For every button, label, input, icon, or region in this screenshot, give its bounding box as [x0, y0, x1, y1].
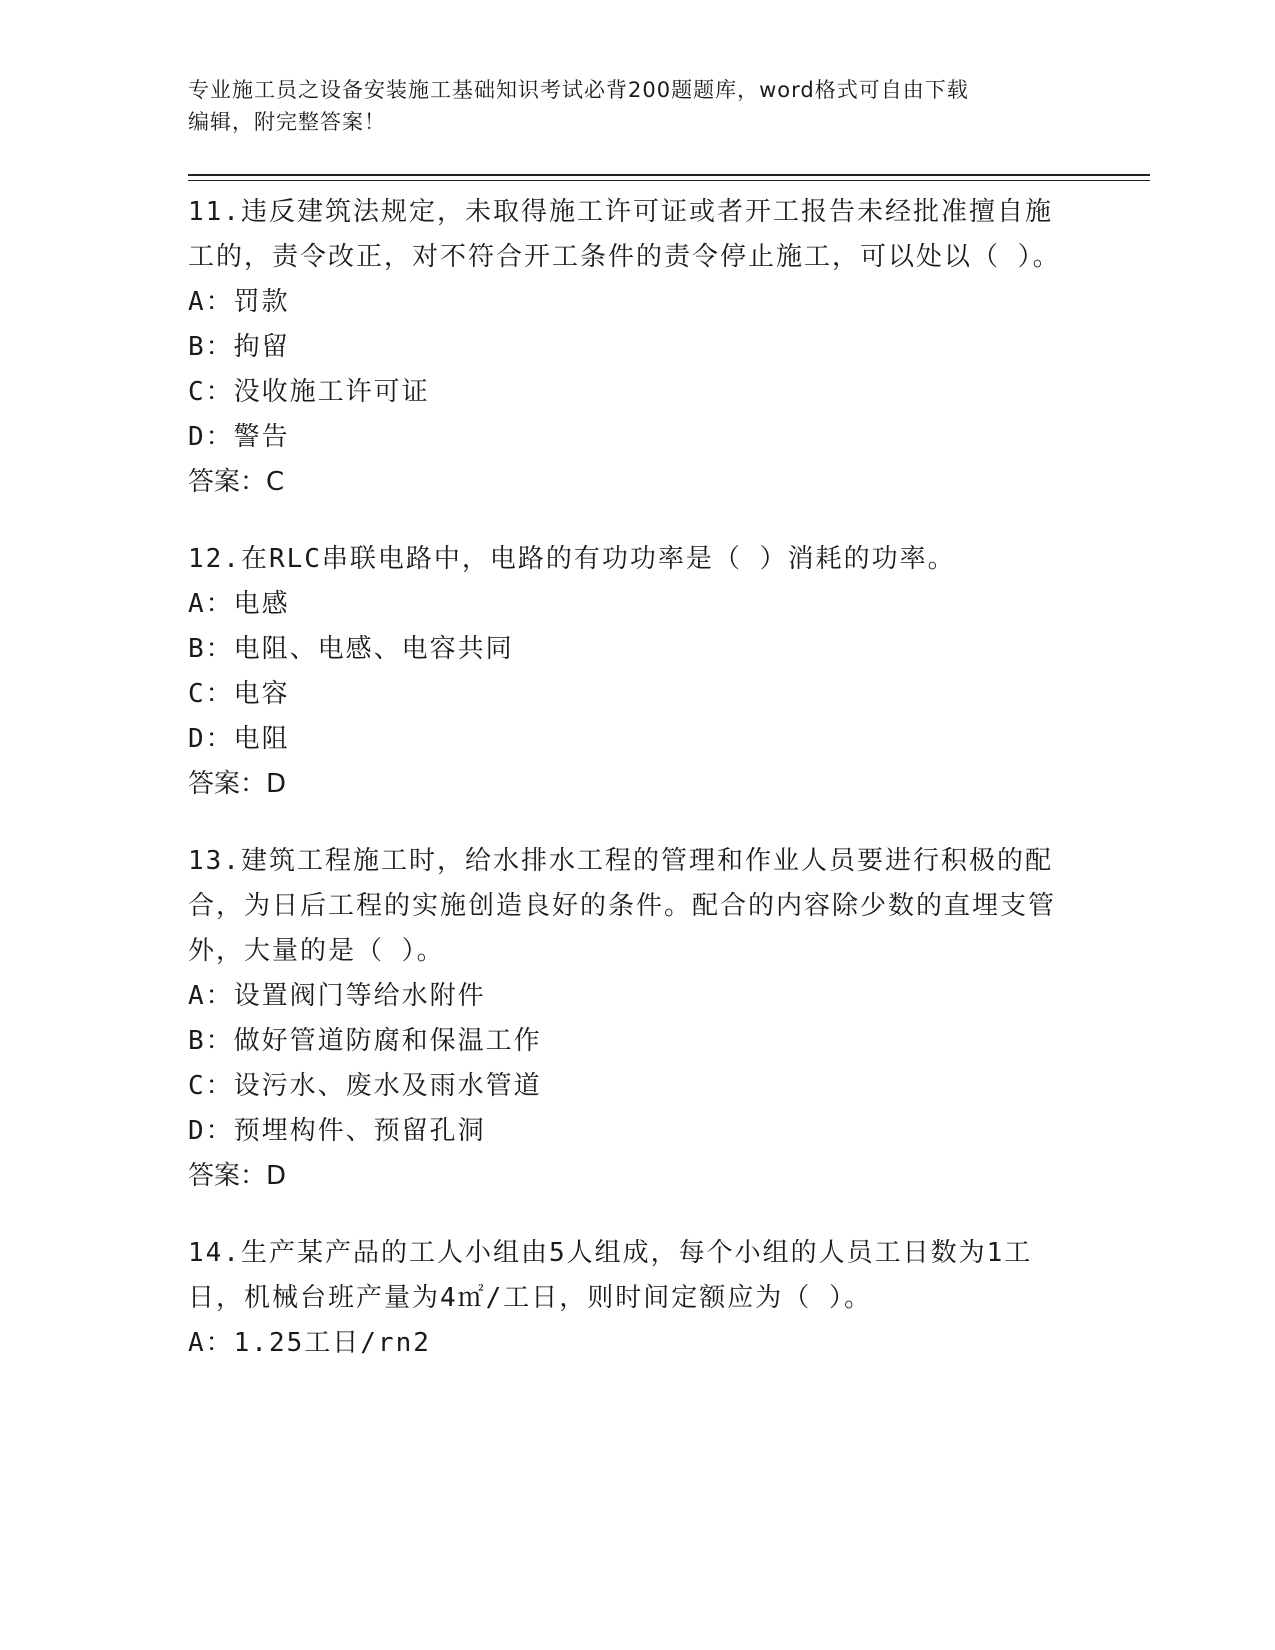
- question-13: [188, 839, 1078, 1199]
- option-d: D：警告: [188, 422, 290, 452]
- question-text: 12.在RLC串联电路中，电路的有功功率是（ ）消耗的功率。: [188, 544, 956, 574]
- option-b: B：拘留: [188, 332, 290, 362]
- option-c: C：没收施工许可证: [188, 377, 430, 407]
- option-c: C：设污水、废水及雨水管道: [188, 1071, 542, 1101]
- option-a: A：1.25工日/rn2: [188, 1328, 431, 1358]
- document-header: [188, 74, 1068, 138]
- option-d: D：预埋构件、预留孔洞: [188, 1116, 486, 1146]
- option-a: A：罚款: [188, 287, 290, 317]
- question-12: [188, 537, 1078, 807]
- option-a: A：设置阀门等给水附件: [188, 981, 486, 1011]
- question-11: [188, 190, 1078, 505]
- question-14: [188, 1231, 1078, 1366]
- answer-line: 答案：C: [188, 467, 285, 497]
- question-text: 13.建筑工程施工时，给水排水工程的管理和作业人员要进行积极的配合，为日后工程的实施创造良好的条件。配合的内容除少数的直埋支管外，大量的是（ ）。: [188, 846, 1057, 966]
- answer-line: 答案：D: [188, 1161, 287, 1191]
- option-c: C：电容: [188, 679, 290, 709]
- option-d: D：电阻: [188, 724, 290, 754]
- question-list: [188, 190, 1078, 1398]
- question-text: 14.生产某产品的工人小组由5人组成，每个小组的人员工日数为1工日，机械台班产量为4㎡/工日，则时间定额应为（ ）。: [188, 1238, 1033, 1313]
- header-rule-thin: [188, 180, 1150, 181]
- option-b: B：做好管道防腐和保温工作: [188, 1026, 542, 1056]
- header-line-2: 编辑，附完整答案！: [188, 110, 386, 134]
- option-a: A：电感: [188, 589, 290, 619]
- header-line-1: 专业施工员之设备安装施工基础知识考试必背200题题库，word格式可自由下载: [188, 78, 969, 102]
- option-b: B：电阻、电感、电容共同: [188, 634, 514, 664]
- question-text: 11.违反建筑法规定，未取得施工许可证或者开工报告未经批准擅自施工的，责令改正，对不符合开工条件的责令停止施工，可以处以（ ）。: [188, 197, 1061, 272]
- header-rule-thick: [188, 174, 1150, 176]
- answer-line: 答案：D: [188, 769, 287, 799]
